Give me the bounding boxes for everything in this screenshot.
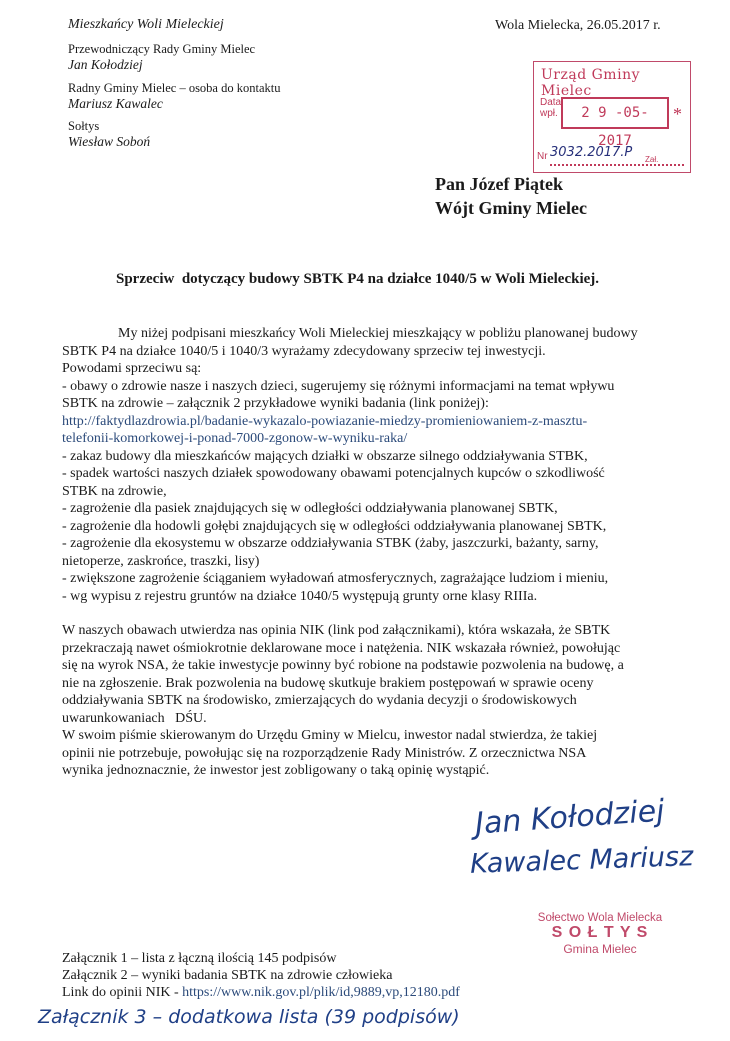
sender-org: Mieszkańcy Woli Mieleckiej: [68, 17, 224, 32]
stamp-label-data: Data: [540, 97, 562, 108]
contact-name: Mariusz Kawalec: [68, 96, 163, 111]
recipient-line-1: Pan Józef Piątek: [435, 174, 563, 194]
body-line: - zakaz budowy dla mieszkańców mających działki w obszarze silnego oddziaływania STBK,: [62, 448, 588, 464]
nik-link[interactable]: https://www.nik.gov.pl/plik/id,9889,vp,12180.pdf: [182, 985, 460, 1000]
signature-jan-kolodziej: Jan Kołodziej: [474, 793, 666, 842]
body-line: - zwiększone zagrożenie ściąganiem wyładowań atmosferycznych, zagrażające ludziom i mieniu,: [62, 571, 609, 586]
soltys-stamp-line-2: S O Ł T Y S: [551, 924, 649, 941]
signature-kawalec: Kawalec Mariusz: [469, 841, 694, 880]
stamp-nr-label: Nr: [537, 151, 548, 162]
body-line: - zagrożenie dla pasiek znajdujących się w odległości oddziaływania planowanej SBTK,: [62, 501, 558, 516]
contact-role: Przewodniczący Rady Gminy Mielec: [68, 42, 256, 56]
soltys-stamp-line-1: Sołectwo Wola Mielecka: [537, 912, 663, 924]
body-line: Powodami sprzeciwu są:: [62, 361, 202, 376]
stamp-zal-label: Zał.: [645, 155, 659, 164]
stamp-date: 2 9 -05- 2017: [581, 105, 649, 149]
body-line: oddziaływania SBTK na środowisko, zmierzających do wydania decyzji o środowiskowych: [62, 693, 577, 708]
research-link[interactable]: http://faktydlazdrowia.pl/badanie-wykazalo-powiazanie-miedzy-promieniowaniem-z-masztu-: [62, 413, 588, 429]
paragraph-gap: [62, 605, 672, 622]
body-line: W swoim piśmie skierowanym do Urzędu Gminy w Mielcu, inwestor nadal stwierdza, że takiej: [62, 728, 598, 743]
contact-role: Radny Gminy Mielec – osoba do kontaktu: [68, 81, 281, 95]
received-stamp: [533, 61, 691, 173]
soltys-stamp-line-3: Gmina Mielec: [563, 942, 637, 956]
body-line: wynika jednoznacznie, że inwestor jest zobligowany o taką opinię wystąpić.: [62, 763, 490, 778]
body-line: nie na zgłoszenie. Brak pozwolenia na budowę skutkuje brakiem postępowań w sprawie oceny: [62, 675, 594, 691]
body-line: nietoperze, zaskrońce, traszki, lisy): [62, 553, 260, 569]
stamp-asterisk: *: [673, 104, 682, 124]
body-line: - zagrożenie dla hodowli gołębi znajdujących się w odległości oddziaływania planowanej SBTK,: [62, 518, 607, 534]
attachment-3-handwritten: Załącznik 3 – dodatkowa lista (39 podpisów): [38, 1006, 460, 1028]
nik-link-label: Link do opinii NIK -: [62, 985, 179, 1000]
body-line: SBTK P4 na działce 1040/5 i 1040/3 wyrażamy zdecydowany sprzeciw tej inwestycji.: [62, 343, 546, 359]
letter-body: [62, 325, 672, 780]
contact-role: Sołtys: [68, 119, 100, 133]
stamp-label-wpl: wpł.: [540, 108, 558, 119]
body-line: - zagrożenie dla ekosystemu w obszarze oddziaływania STBK (żaby, jaszczurki, bażanty, sarny,: [62, 536, 599, 551]
stamp-nr-value: 3032.2017.P: [550, 145, 633, 160]
attachments: [62, 950, 460, 1001]
body-line: uwarunkowaniach DŚU.: [62, 710, 207, 726]
research-link[interactable]: telefonii-komorkowej-i-ponad-7000-zgonow-w-wyniku-raka/: [62, 431, 408, 446]
contact-name: Wiesław Soboń: [68, 134, 151, 149]
nik-link-row: [62, 984, 460, 1001]
body-line: przekraczają nawet ośmiokrotnie deklarowane moce i natężenia. NIK wskazała również, powołując: [62, 640, 621, 656]
stamp-title: Urząd Gminy Mielec: [541, 67, 640, 99]
stamp-dotted-line: [550, 164, 684, 166]
attachment-item: Załącznik 2 – wyniki badania SBTK na zdrowie człowieka: [62, 968, 393, 983]
recipient-block: [435, 172, 587, 220]
date-line: Wola Mielecka, 26.05.2017 r.: [495, 18, 661, 33]
attachment-item: Załącznik 1 – lista z łączną ilością 145 podpisów: [62, 951, 337, 966]
body-line: STBK na zdrowie,: [62, 483, 167, 499]
body-line: SBTK na zdrowie – załącznik 2 przykładowe wyniki badania (link poniżej):: [62, 396, 489, 411]
recipient-line-2: Wójt Gminy Mielec: [435, 198, 587, 218]
contact-name: Jan Kołodziej: [68, 57, 143, 72]
stamp-date-box: [561, 97, 669, 149]
body-line: - spadek wartości naszych działek spowodowany obawami potencjalnych kupców o szkodliwość: [62, 466, 605, 481]
stamp-labels: [540, 97, 561, 119]
body-line: się na wyrok NSA, że takie inwestycje powinny być robione na podstawie pozwolenia na budowę, a: [62, 658, 624, 673]
body-line: opinii nie potrzebuje, powołując się na rozporządzenie Rady Ministrów. Z orzecznictwa NSA: [62, 745, 587, 761]
body-line: W naszych obawach utwierdza nas opinia NIK (link pod załącznikami), która wskazała, że SBTK: [62, 623, 611, 638]
letter-subject: Sprzeciw dotyczący budowy SBTK P4 na działce 1040/5 w Woli Mieleckiej.: [116, 271, 600, 287]
body-line: My niżej podpisani mieszkańcy Woli Mieleckiej mieszkający w pobliżu planowanej budowy: [118, 326, 638, 341]
soltys-stamp: [520, 912, 680, 956]
body-line: - obawy o zdrowie nasze i naszych dzieci, sugerujemy się różnymi informacjami na temat wpływu: [62, 378, 615, 394]
body-line: - wg wypisu z rejestru gruntów na działce 1040/5 występują grunty orne klasy RIIIa.: [62, 588, 538, 604]
